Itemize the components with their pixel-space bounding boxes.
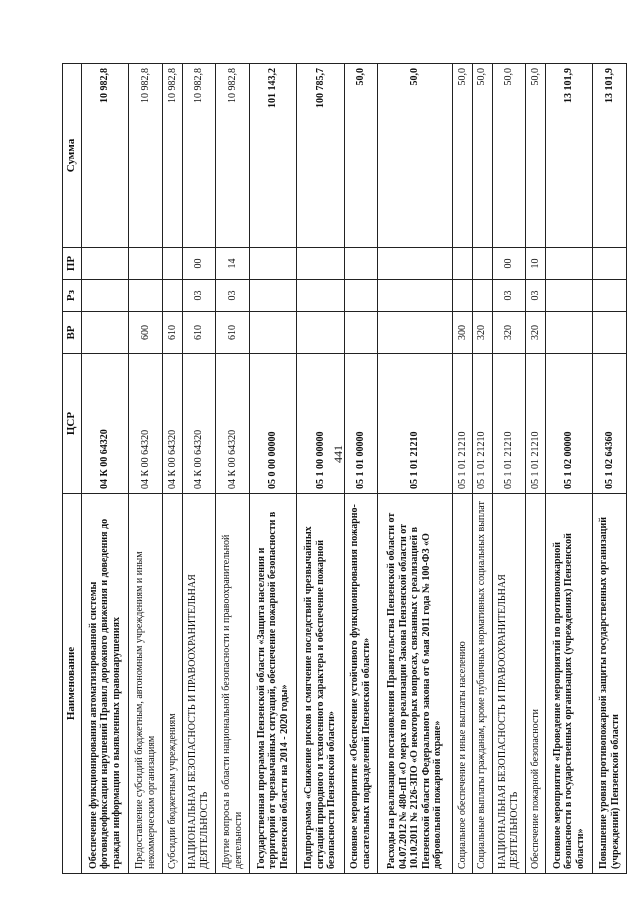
cell-pr: 00	[182, 248, 216, 280]
cell-pr	[453, 248, 473, 280]
cell-rz: 03	[526, 280, 546, 312]
table-row	[344, 64, 378, 874]
table-body	[82, 64, 627, 874]
table-header-row	[63, 64, 82, 874]
cell-sum: 101 143,2	[249, 64, 296, 248]
cell-sum: 50,0	[378, 64, 453, 248]
cell-rz: 03	[216, 280, 250, 312]
cell-vr: 320	[526, 312, 546, 354]
header-name: Наименование	[63, 494, 82, 874]
header-sum: Сумма	[63, 64, 82, 248]
table-row	[182, 64, 216, 874]
cell-sum: 10 982,8	[82, 64, 129, 248]
table-row	[162, 64, 182, 874]
cell-pr: 10	[526, 248, 546, 280]
cell-name: Другие вопросы в области национальной безопасности и правоохранительной деятельности	[216, 494, 250, 874]
cell-sum: 10 982,8	[129, 64, 163, 248]
table-row	[545, 64, 592, 874]
cell-csr: 04 К 00 64320	[216, 354, 250, 494]
cell-name: Субсидии бюджетным учреждениям	[162, 494, 182, 874]
cell-sum: 10 982,8	[216, 64, 250, 248]
table-row	[526, 64, 546, 874]
cell-rz	[472, 280, 492, 312]
cell-vr: 300	[453, 312, 473, 354]
cell-sum: 13 101,9	[545, 64, 592, 248]
cell-csr: 04 К 00 64320	[182, 354, 216, 494]
cell-pr	[472, 248, 492, 280]
cell-rz	[378, 280, 453, 312]
cell-csr: 05 1 01 21210	[492, 354, 526, 494]
cell-vr	[249, 312, 296, 354]
cell-rz	[82, 280, 129, 312]
table-row	[492, 64, 526, 874]
cell-csr: 05 1 00 00000	[297, 354, 344, 494]
cell-name: Социальное обеспечение и иные выплаты населению	[453, 494, 473, 874]
cell-name: Социальные выплаты гражданам, кроме публичных нормативных социальных выплат	[472, 494, 492, 874]
cell-pr	[162, 248, 182, 280]
cell-rz	[545, 280, 592, 312]
table-row	[453, 64, 473, 874]
cell-sum: 50,0	[472, 64, 492, 248]
header-pr: ПР	[63, 248, 82, 280]
cell-pr: 00	[492, 248, 526, 280]
cell-csr: 05 1 01 00000	[344, 354, 378, 494]
cell-pr	[297, 248, 344, 280]
cell-sum: 50,0	[453, 64, 473, 248]
cell-csr: 04 К 00 64320	[129, 354, 163, 494]
rotated-table-container	[62, 64, 627, 874]
table-row	[297, 64, 344, 874]
budget-table	[62, 63, 627, 874]
cell-vr: 600	[129, 312, 163, 354]
cell-sum: 100 785,7	[297, 64, 344, 248]
cell-csr: 04 К 00 64320	[82, 354, 129, 494]
cell-name: Обеспечение функционирования автоматизированной системы фотовидеофиксации нарушений Правил дорожного движения и доведения до граждан информации о выявленных правонарушениях	[82, 494, 129, 874]
cell-rz	[453, 280, 473, 312]
cell-vr	[545, 312, 592, 354]
cell-name: Основное мероприятие «Проведение мероприятий по противопожарной безопасности в государственных организациях (учреждениях) Пензенской области»	[545, 494, 592, 874]
cell-pr	[378, 248, 453, 280]
page-number: 441	[331, 445, 345, 463]
cell-sum: 10 982,8	[162, 64, 182, 248]
header-vr: ВР	[63, 312, 82, 354]
cell-csr: 05 1 01 21210	[472, 354, 492, 494]
cell-csr: 05 1 01 21210	[453, 354, 473, 494]
cell-vr	[344, 312, 378, 354]
cell-pr	[344, 248, 378, 280]
cell-rz	[344, 280, 378, 312]
cell-pr	[129, 248, 163, 280]
cell-csr: 05 1 01 21210	[378, 354, 453, 494]
cell-vr	[378, 312, 453, 354]
cell-sum: 50,0	[492, 64, 526, 248]
cell-name: Подпрограмма «Снижение рисков и смягчение последствий чрезвычайных ситуаций природного и техногенного характера и обеспечение пожарной безопасности Пензенской области»	[297, 494, 344, 874]
cell-sum: 50,0	[344, 64, 378, 248]
cell-vr	[82, 312, 129, 354]
cell-rz	[162, 280, 182, 312]
cell-name: Государственная программа Пензенской области «Защита населения и территорий от чрезвычайных ситуаций, обеспечение пожарной безопасности в Пензенской области на 2014 - 2020 годы»	[249, 494, 296, 874]
table-row	[216, 64, 250, 874]
table-row	[378, 64, 453, 874]
cell-name: Предоставление субсидий бюджетным, автономным учреждениям и иным некоммерческим организациям	[129, 494, 163, 874]
cell-vr	[297, 312, 344, 354]
cell-name: Обеспечение пожарной безопасности	[526, 494, 546, 874]
cell-rz: 03	[492, 280, 526, 312]
header-csr: ЦСР	[63, 354, 82, 494]
cell-vr: 610	[182, 312, 216, 354]
cell-vr: 610	[216, 312, 250, 354]
cell-pr	[82, 248, 129, 280]
cell-pr	[593, 248, 627, 280]
cell-pr: 14	[216, 248, 250, 280]
table-row	[249, 64, 296, 874]
cell-name: НАЦИОНАЛЬНАЯ БЕЗОПАСНОСТЬ И ПРАВООХРАНИТЕЛЬНАЯ ДЕЯТЕЛЬНОСТЬ	[492, 494, 526, 874]
cell-csr: 05 1 02 64360	[593, 354, 627, 494]
cell-sum: 10 982,8	[182, 64, 216, 248]
cell-vr: 610	[162, 312, 182, 354]
cell-csr: 05 1 01 21210	[526, 354, 546, 494]
cell-rz	[297, 280, 344, 312]
cell-name: Повышение уровня противопожарной защиты государственных организаций (учреждений) Пензенской области	[593, 494, 627, 874]
cell-vr: 320	[492, 312, 526, 354]
table-row	[593, 64, 627, 874]
cell-csr: 04 К 00 64320	[162, 354, 182, 494]
header-rz: Рз	[63, 280, 82, 312]
cell-sum: 50,0	[526, 64, 546, 248]
cell-rz: 03	[182, 280, 216, 312]
cell-name: Расходы на реализацию постановления Правительства Пензенской области от 04.07.2012 № 480-пП «О мерах по реализации Закона Пензенской области от 10.10.2011 № 2126-ЗПО «О некоторых вопросах, связанных с реализацией в Пензенской области Федерального закона от 6 мая 2011 года № 100-ФЗ «О добровольной пожарной охране»	[378, 494, 453, 874]
cell-sum: 13 101,9	[593, 64, 627, 248]
cell-csr: 05 0 00 00000	[249, 354, 296, 494]
cell-rz	[129, 280, 163, 312]
cell-vr	[593, 312, 627, 354]
cell-pr	[249, 248, 296, 280]
cell-name: Основное мероприятие «Обеспечение устойчивого функционирования пожарно-спасательных подразделений Пензенской области»	[344, 494, 378, 874]
cell-vr: 320	[472, 312, 492, 354]
cell-csr: 05 1 02 00000	[545, 354, 592, 494]
cell-pr	[545, 248, 592, 280]
cell-rz	[249, 280, 296, 312]
cell-name: НАЦИОНАЛЬНАЯ БЕЗОПАСНОСТЬ И ПРАВООХРАНИТЕЛЬНАЯ ДЕЯТЕЛЬНОСТЬ	[182, 494, 216, 874]
table-row	[472, 64, 492, 874]
table-row	[129, 64, 163, 874]
table-row	[82, 64, 129, 874]
cell-rz	[593, 280, 627, 312]
